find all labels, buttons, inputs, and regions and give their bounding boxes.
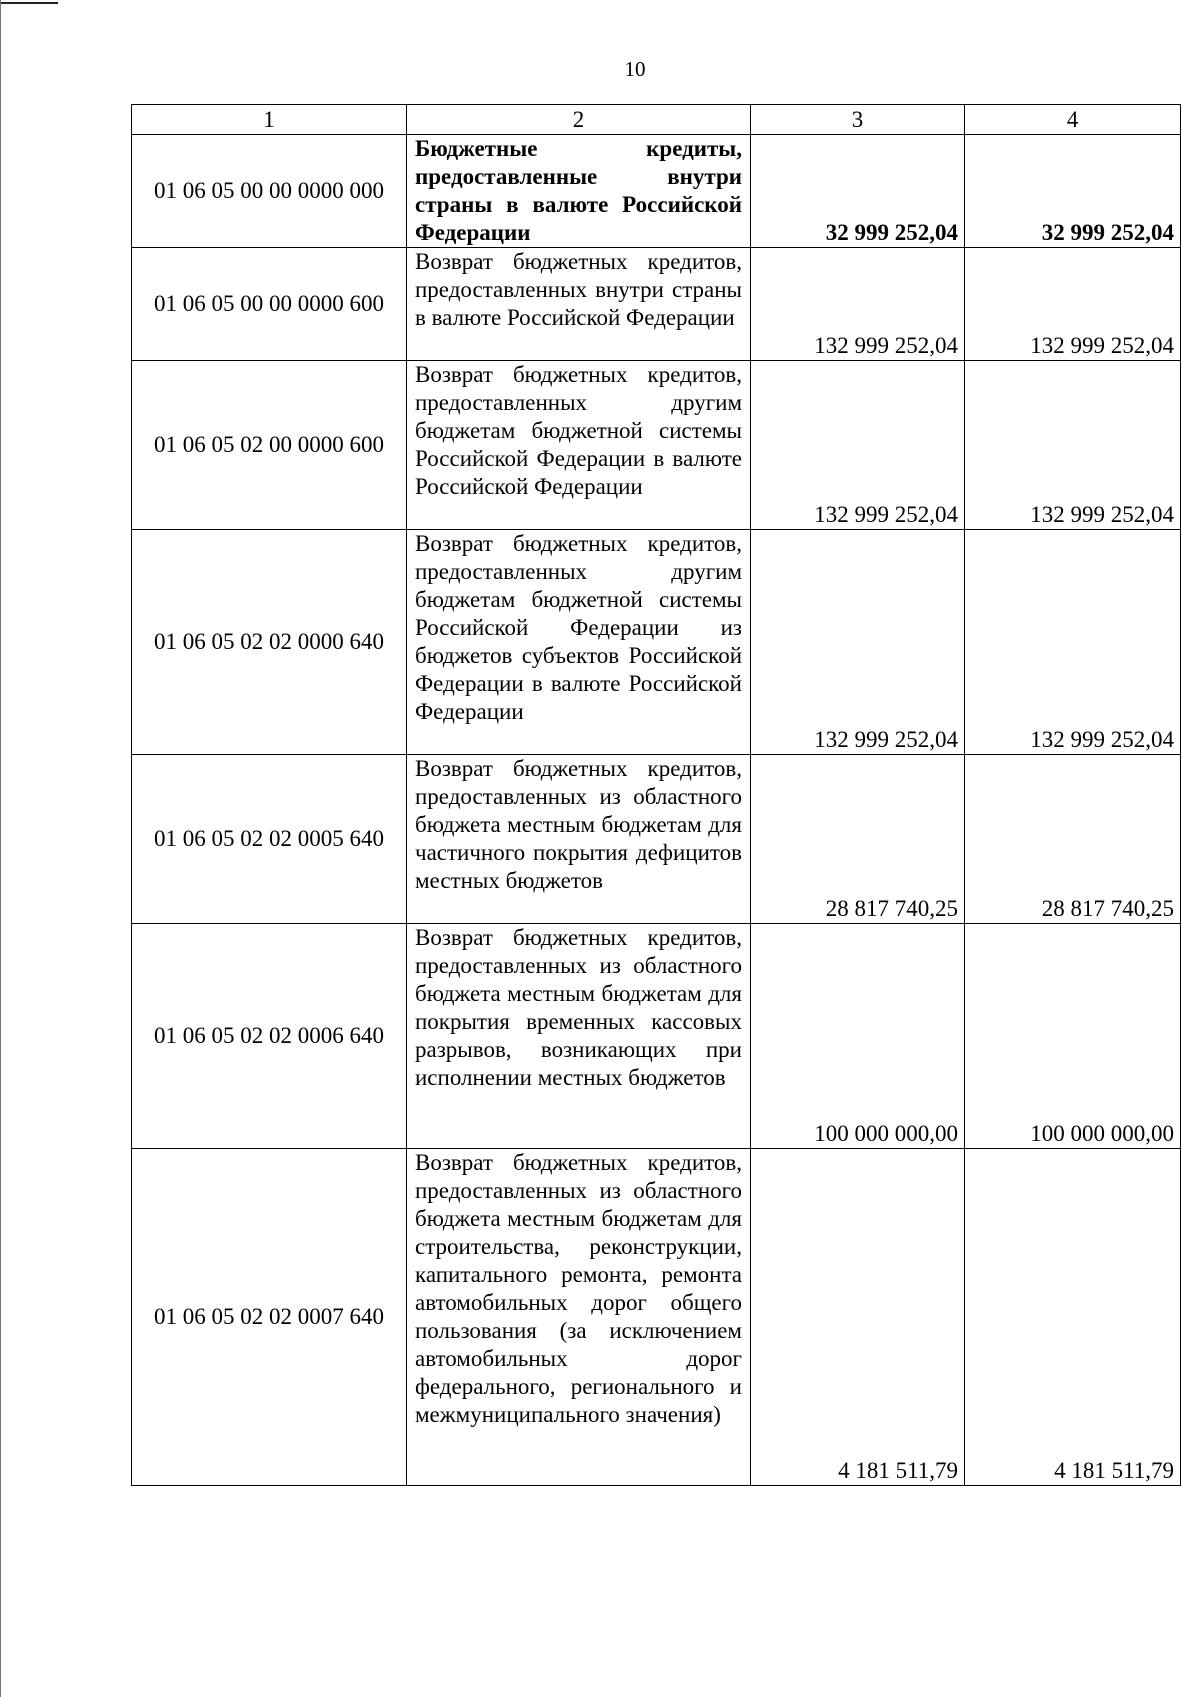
row-name: Возврат бюджетных кредитов, предоставленных из областного бюджета местным бюджетам для покрытия временных кассовых разрывов, возникающих при исполнении местных бюджетов — [407, 924, 751, 1149]
header-cell-1: 1 — [132, 105, 407, 135]
row-amount-col4: 32 999 252,04 — [965, 135, 1181, 248]
row-amount-col3: 100 000 000,00 — [751, 924, 965, 1149]
table-row — [132, 530, 1181, 755]
page-number: 10 — [624, 57, 646, 81]
header-cell-2: 2 — [407, 105, 751, 135]
table-row — [132, 924, 1181, 1149]
row-amount-col4: 100 000 000,00 — [965, 924, 1181, 1149]
table-row — [132, 248, 1181, 361]
row-code: 01 06 05 02 02 0000 640 — [132, 530, 407, 755]
row-amount-col3: 4 181 511,79 — [751, 1149, 965, 1486]
row-code: 01 06 05 00 00 0000 000 — [132, 135, 407, 248]
header-cell-3: 3 — [751, 105, 965, 135]
row-name: Возврат бюджетных кредитов, предоставленных из областного бюджета местным бюджетам для частичного покрытия дефицитов местных бюджетов — [407, 755, 751, 924]
row-code: 01 06 05 00 00 0000 600 — [132, 248, 407, 361]
row-code: 01 06 05 02 00 0000 600 — [132, 361, 407, 530]
row-name: Бюджетные кредиты, предоставленные внутри страны в валюте Российской Федерации — [407, 135, 751, 248]
table-header-row — [132, 105, 1181, 135]
budget-table — [131, 104, 1181, 1486]
row-amount-col3: 132 999 252,04 — [751, 530, 965, 755]
row-amount-col3: 28 817 740,25 — [751, 755, 965, 924]
row-amount-col4: 132 999 252,04 — [965, 248, 1181, 361]
scan-edge-top — [0, 2, 58, 4]
row-name: Возврат бюджетных кредитов, предоставленных другим бюджетам бюджетной системы Российской Федерации из бюджетов субъектов Российской Федерации в валюте Российской Федерации — [407, 530, 751, 755]
row-code: 01 06 05 02 02 0005 640 — [132, 755, 407, 924]
table-row — [132, 755, 1181, 924]
table-row — [132, 1149, 1181, 1486]
row-name: Возврат бюджетных кредитов, предоставленных из областного бюджета местным бюджетам для строительства, реконструкции, капитального ремонта, ремонта автомобильных дорог общего пользования (за исключением автомобильных дорог федерального, регионального и межмуниципального значения) — [407, 1149, 751, 1486]
row-amount-col4: 132 999 252,04 — [965, 530, 1181, 755]
row-code: 01 06 05 02 02 0006 640 — [132, 924, 407, 1149]
row-name: Возврат бюджетных кредитов, предоставленных другим бюджетам бюджетной системы Российской Федерации в валюте Российской Федерации — [407, 361, 751, 530]
row-code: 01 06 05 02 02 0007 640 — [132, 1149, 407, 1486]
row-name: Возврат бюджетных кредитов, предоставленных внутри страны в валюте Российской Федерации — [407, 248, 751, 361]
table-row — [132, 361, 1181, 530]
row-amount-col4: 4 181 511,79 — [965, 1149, 1181, 1486]
table-row — [132, 135, 1181, 248]
row-amount-col3: 132 999 252,04 — [751, 361, 965, 530]
row-amount-col4: 28 817 740,25 — [965, 755, 1181, 924]
header-cell-4: 4 — [965, 105, 1181, 135]
row-amount-col3: 32 999 252,04 — [751, 135, 965, 248]
scan-edge-left — [0, 0, 1, 1697]
row-amount-col3: 132 999 252,04 — [751, 248, 965, 361]
row-amount-col4: 132 999 252,04 — [965, 361, 1181, 530]
